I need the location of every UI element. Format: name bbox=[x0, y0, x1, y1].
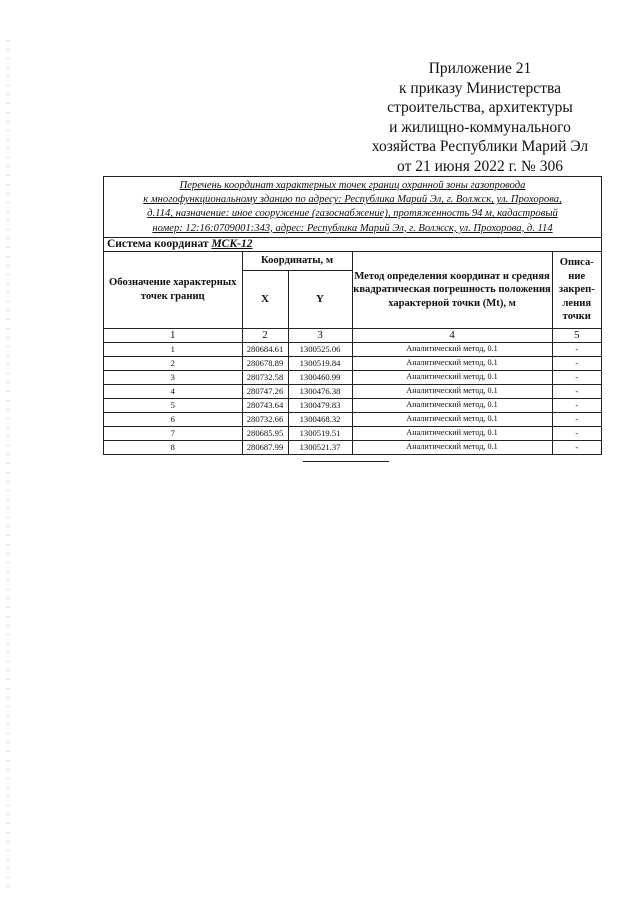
column-number: 1 bbox=[104, 328, 242, 342]
coord-y: 1300519.51 bbox=[288, 426, 352, 440]
document-caption bbox=[104, 177, 601, 238]
appendix-header bbox=[350, 59, 610, 177]
coord-y: 1300519.84 bbox=[288, 356, 352, 370]
method-cell: Аналитический метод, 0.1 bbox=[352, 384, 552, 398]
caption-line: Перечень координат характерных точек границ охранной зоны газопровода bbox=[179, 180, 526, 191]
table-row bbox=[104, 426, 601, 440]
method-cell: Аналитический метод, 0.1 bbox=[352, 370, 552, 384]
caption-line: номер: 12:16:0709001:343, адрес: Республика Марий Эл, г. Волжск, ул. Прохорова, д. 114 bbox=[152, 222, 553, 234]
appendix-line: и жилищно-коммунального bbox=[389, 118, 571, 136]
coord-y: 1300521.37 bbox=[288, 440, 352, 454]
description-cell: - bbox=[552, 370, 601, 384]
table-row bbox=[104, 370, 601, 384]
header-coordinates: Координаты, м bbox=[242, 252, 352, 271]
description-cell: - bbox=[552, 426, 601, 440]
point-number: 8 bbox=[104, 440, 242, 454]
coord-x: 280732.66 bbox=[242, 412, 288, 426]
coordinate-system-name: МСК-12 bbox=[211, 237, 253, 250]
table-row bbox=[104, 342, 601, 356]
coord-y: 1300476.38 bbox=[288, 384, 352, 398]
header-y: Y bbox=[288, 270, 352, 328]
description-cell: - bbox=[552, 440, 601, 454]
caption-line: к многофункциональному зданию по адресу: Республика Марий Эл, г. Волжск, ул. Прохорова, bbox=[143, 194, 562, 206]
column-number: 2 bbox=[242, 328, 288, 342]
coord-x: 280687.99 bbox=[242, 440, 288, 454]
coordinates-document bbox=[103, 176, 602, 455]
point-number: 7 bbox=[104, 426, 242, 440]
appendix-line: к приказу Министерства bbox=[399, 79, 561, 97]
table-row bbox=[104, 384, 601, 398]
column-number: 3 bbox=[288, 328, 352, 342]
description-cell: - bbox=[552, 342, 601, 356]
point-number: 5 bbox=[104, 398, 242, 412]
description-cell: - bbox=[552, 412, 601, 426]
method-cell: Аналитический метод, 0.1 bbox=[352, 440, 552, 454]
column-number: 5 bbox=[552, 328, 601, 342]
coordinates-table bbox=[104, 252, 601, 454]
appendix-line: хозяйства Республики Марий Эл bbox=[371, 138, 589, 156]
coord-y: 1300525.06 bbox=[288, 342, 352, 356]
coord-x: 280678.89 bbox=[242, 356, 288, 370]
method-cell: Аналитический метод, 0.1 bbox=[352, 412, 552, 426]
appendix-line: Приложение 21 bbox=[428, 60, 532, 77]
method-cell: Аналитический метод, 0.1 bbox=[352, 398, 552, 412]
scan-margin-artifact bbox=[7, 40, 9, 890]
header-point: Обозначение характерных точек границ bbox=[104, 252, 242, 329]
column-number-row bbox=[104, 328, 601, 342]
point-number: 2 bbox=[104, 356, 242, 370]
appendix-line: от 21 июня 2022 г. № 306 bbox=[397, 157, 563, 175]
column-number: 4 bbox=[352, 328, 552, 342]
coord-x: 280685.95 bbox=[242, 426, 288, 440]
coord-x: 280684.61 bbox=[242, 342, 288, 356]
table-row bbox=[104, 440, 601, 454]
method-cell: Аналитический метод, 0.1 bbox=[352, 356, 552, 370]
header-x: X bbox=[242, 270, 288, 328]
point-number: 4 bbox=[104, 384, 242, 398]
method-cell: Аналитический метод, 0.1 bbox=[352, 426, 552, 440]
table-row bbox=[104, 398, 601, 412]
end-of-document-line bbox=[303, 461, 389, 462]
coord-x: 280747.26 bbox=[242, 384, 288, 398]
coord-x: 280743.64 bbox=[242, 398, 288, 412]
point-number: 3 bbox=[104, 370, 242, 384]
header-description: Описа-ние закреп-ления точки bbox=[552, 252, 601, 329]
coord-y: 1300460.99 bbox=[288, 370, 352, 384]
description-cell: - bbox=[552, 398, 601, 412]
coord-y: 1300479.83 bbox=[288, 398, 352, 412]
point-number: 6 bbox=[104, 412, 242, 426]
point-number: 1 bbox=[104, 342, 242, 356]
table-row bbox=[104, 356, 601, 370]
description-cell: - bbox=[552, 384, 601, 398]
caption-line: д.114, назначение: иное сооружение (газоснабжение), протяженность 94 м, кадастровый bbox=[147, 208, 558, 220]
table-row bbox=[104, 412, 601, 426]
coordinate-system-label: Система координат bbox=[107, 237, 209, 250]
method-cell: Аналитический метод, 0.1 bbox=[352, 342, 552, 356]
coord-x: 280732.58 bbox=[242, 370, 288, 384]
coord-y: 1300468.32 bbox=[288, 412, 352, 426]
appendix-line: строительства, архитектуры bbox=[387, 99, 573, 117]
coordinate-system bbox=[104, 238, 601, 252]
header-method: Метод определения координат и средняя квадратическая погрешность положения характерной точки (Mt), м bbox=[352, 252, 552, 329]
description-cell: - bbox=[552, 356, 601, 370]
